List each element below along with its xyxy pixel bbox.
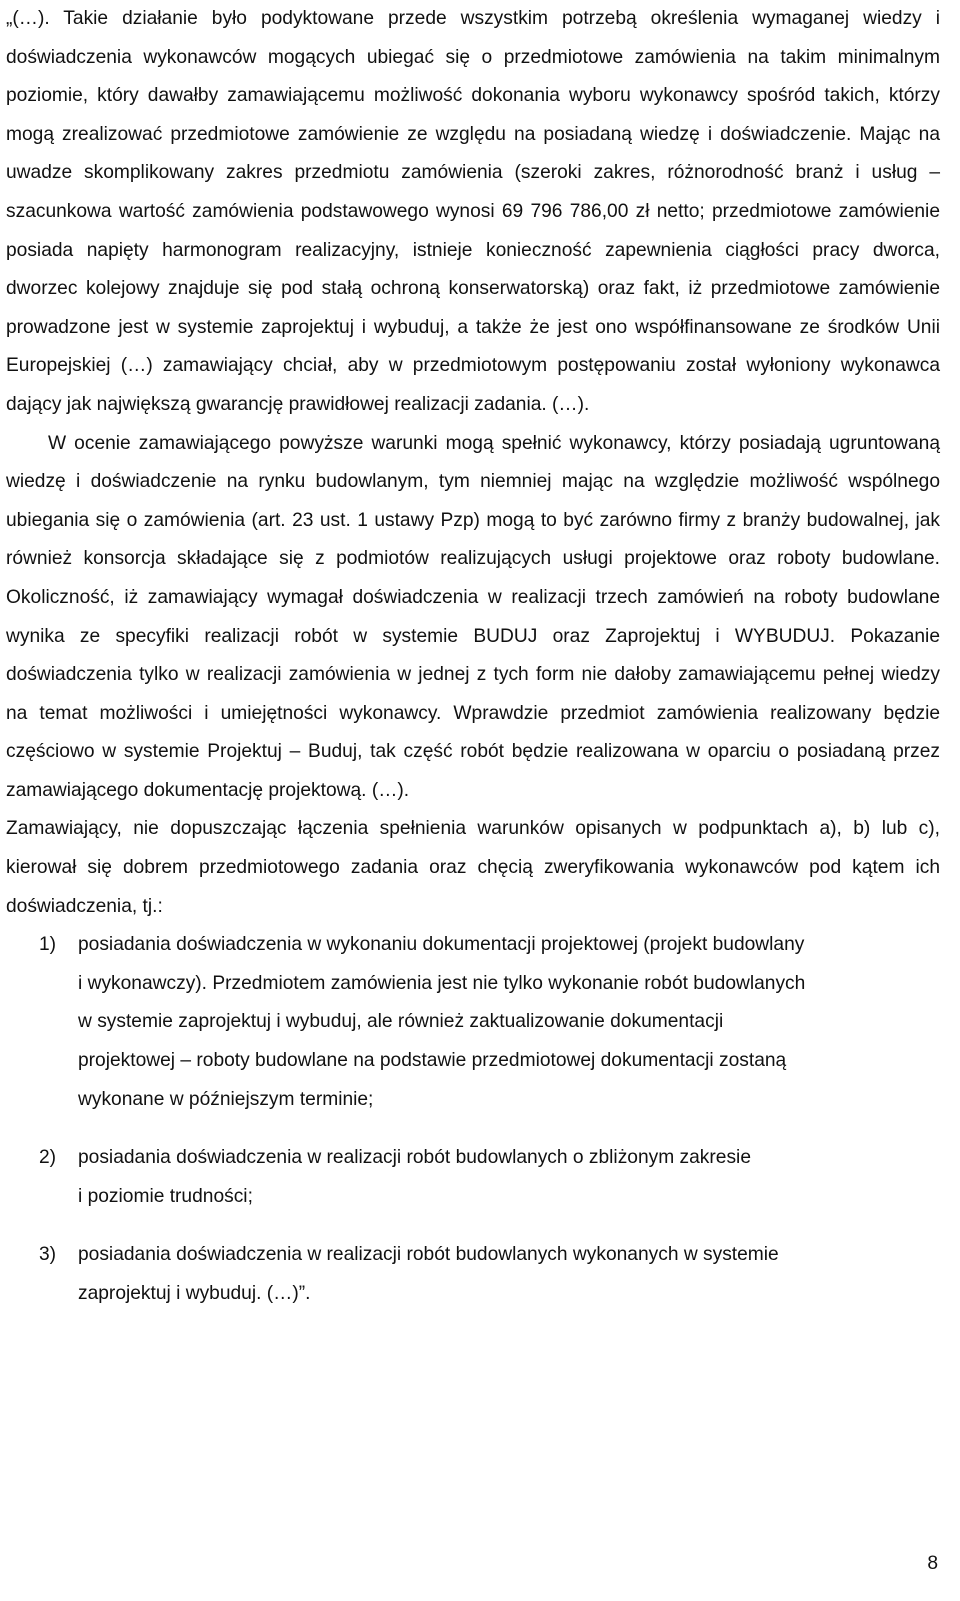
list-item-line: wykonane w późniejszym terminie; — [78, 1088, 374, 1110]
list-item-line: i poziomie trudności; — [78, 1185, 253, 1207]
experience-list — [6, 926, 940, 1313]
list-item-line: posiadania doświadczenia w realizacji robót budowlanych wykonanych w systemie — [78, 1244, 779, 1266]
list-item-line: zaprojektuj i wybuduj. (…)”. — [78, 1283, 311, 1304]
list-item — [6, 926, 940, 1119]
paragraph-conditions: Zamawiający, nie dopuszczając łączenia spełnienia warunków opisanych w podpunktach a), b) lub c), kierował się dobrem przedmiotowego zadania oraz chęcią zweryfikowania wykonawców pod kątem ich doświadczenia, tj.: — [6, 818, 940, 917]
list-item-line: projektowej – roboty budowlane na podstawie przedmiotowej dokumentacji zostaną — [78, 1050, 787, 1072]
list-item-line: posiadania doświadczenia w realizacji robót budowlanych o zbliżonym zakresie — [78, 1147, 751, 1169]
list-item-number: 2) — [39, 1147, 57, 1169]
list-item — [6, 1236, 940, 1313]
paragraph-assessment: W ocenie zamawiającego powyższe warunki mogą spełnić wykonawcy, którzy posiadają ugruntowaną wiedzę i doświadczenie na rynku budowlanym, tym niemniej mając na względzie możliwość wspólnego ubiegania się o zamówienia (art. 23 ust. 1 ustawy Pzp) mogą to być zarówno firmy z branży budowalnej, jak również konsorcja składające się z podmiotów realizujących usługi projektowe oraz roboty budowlane. Okoliczność, iż zamawiający wymagał doświadczenia w realizacji trzech zamówień na roboty budowlane wynika ze specyfiki realizacji robót w systemie BUDUJ oraz Zaprojektuj i WYBUDUJ. Pokazanie doświadczenia tylko w realizacji zamówienia w jednej z tych form nie dałoby zamawiającemu pełnej wiedzy na temat możliwości i umiejętności wykonawcy. Wprawdzie przedmiot zamówienia realizowany będzie częściowo w systemie Projektuj – Buduj, tak część robót będzie realizowana w oparciu o posiadaną przez zamawiającego dokumentację projektową. (…). — [6, 432, 940, 801]
document-page — [6, 0, 940, 1314]
list-item-number: 3) — [39, 1244, 57, 1266]
list-item-line: w systemie zaprojektuj i wybuduj, ale również zaktualizowanie dokumentacji — [78, 1011, 724, 1033]
list-item-line: i wykonawczy). Przedmiotem zamówienia jest nie tylko wykonanie robót budowlanych — [78, 972, 806, 994]
page-number: 8 — [927, 1553, 938, 1574]
list-item-number: 1) — [39, 934, 57, 956]
list-item — [6, 1139, 940, 1216]
list-item-line: posiadania doświadczenia w wykonaniu dokumentacji projektowej (projekt budowlany — [78, 934, 805, 956]
paragraph-quote-start: „(…). Takie działanie było podyktowane przede wszystkim potrzebą określenia wymaganej wiedzy i doświadczenia wykonawców mogących ubiegać się o przedmiotowe zamówienia na takim minimalnym poziomie, który dawałby zamawiającemu możliwość dokonania wyboru wykonawcy spośród takich, którzy mogą zrealizować przedmiotowe zamówienie ze względu na posiadaną wiedzę i doświadczenie. Mając na uwadze skomplikowany zakres przedmiotu zamówienia (szeroki zakres, różnorodność branż i usług – szacunkowa wartość zamówienia podstawowego wynosi 69 796 786,00 zł netto; przedmiotowe zamówienie posiada napięty harmonogram realizacyjny, istnieje konieczność zapewnienia ciągłości pracy dworca, dworzec kolejowy znajduje się pod stałą ochroną konserwatorską) oraz fakt, iż przedmiotowe zamówienie prowadzone jest w systemie zaprojektuj i wybuduj, a także że jest ono współfinansowane ze środków Unii Europejskiej (…) zamawiający chciał, aby w przedmiotowym postępowaniu został wyłoniony wykonawca dający jak największą gwarancję prawidłowej realizacji zadania. (…). — [6, 8, 940, 415]
